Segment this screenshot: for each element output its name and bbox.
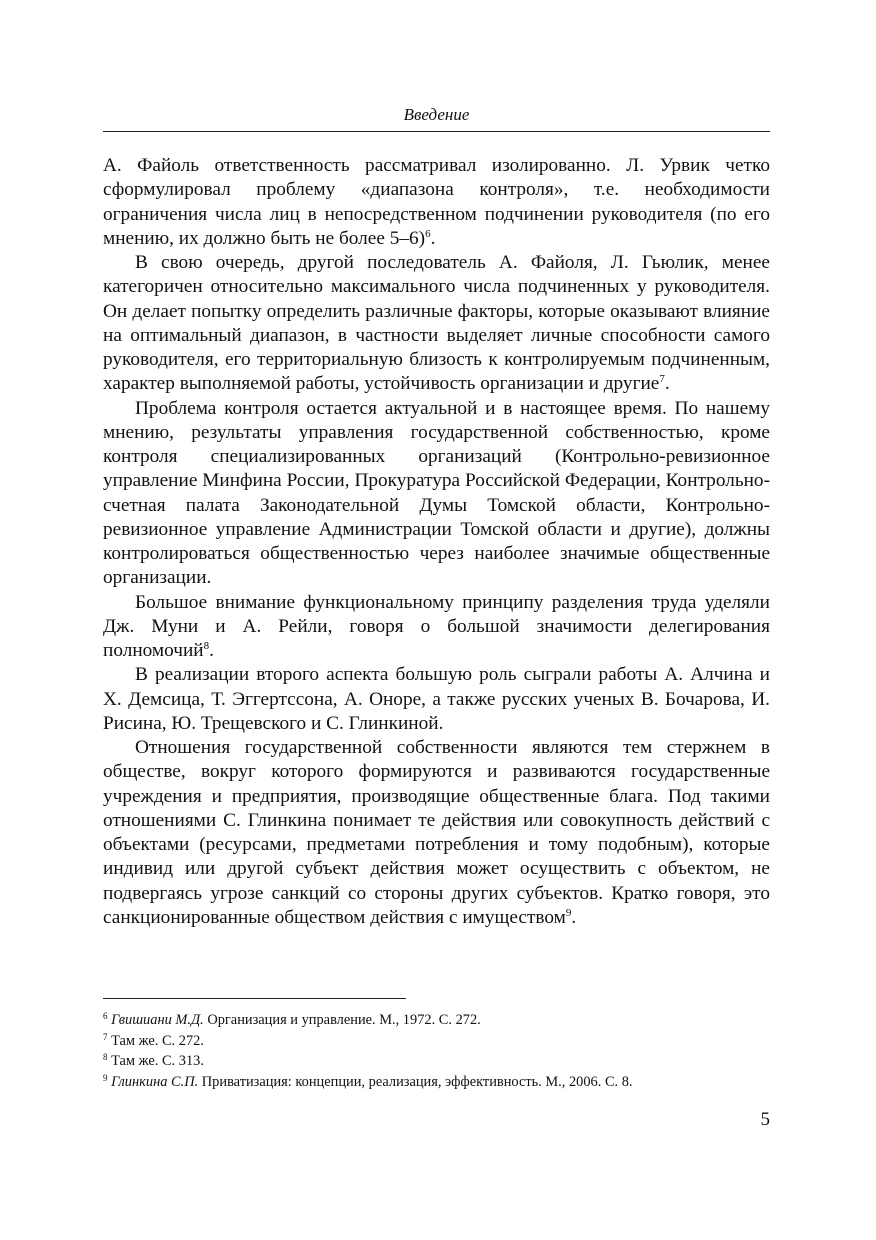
footnote-author: Глинкина С.П.	[111, 1073, 199, 1090]
paragraph-3-text: Проблема контроля остается актуальной и в настоящее время. По нашему мнению, результаты управления государственной собственностью, кроме контроля специализированных организаций (Контрольно-ревизионное управление Минфина России, Прокуратура Российской Федерации, Контрольно-счетная палата Законодательной Думы Томской области, Контрольно-ревизионное управление Администрации Томской области и другие), должны контролироваться общественностью через наиболее значимые общественные организации.	[103, 397, 770, 589]
footnote-ref-7[interactable]: 7	[659, 373, 665, 386]
paragraph-4-end: .	[209, 640, 214, 661]
paragraph-3	[103, 397, 770, 591]
paragraph-4	[103, 591, 770, 664]
footnote-ref-6[interactable]: 6	[425, 227, 431, 240]
paragraph-6	[103, 736, 770, 930]
paragraph-1-end: .	[430, 227, 436, 249]
main-text	[103, 154, 770, 930]
paragraph-2-text: В свою очередь, другой последователь А. Файоля, Л. Гьюлик, менее категоричен относительно максимального числа подчиненных у руководителя. Он делает попытку определить различные факторы, которые оказывают влияние на оптимальный диапазон, в частности выделяет личные способности самого руководителя, его территориальную близость к контролируемым подчиненным, характер выполняемой работы, устойчивость организации и другие	[103, 252, 770, 395]
footnote-ref-9[interactable]: 9	[565, 906, 572, 919]
footnote-9	[103, 1072, 770, 1093]
paragraph-4-text: Большое внимание функциональному принципу разделения труда уделяли Дж. Муни и А. Рейли, говоря о большой значимости делегирования полномочий	[103, 591, 770, 661]
footnotes	[103, 1010, 770, 1092]
footnote-number: 8	[103, 1052, 108, 1062]
footnote-author: Гвишиани М.Д.	[111, 1012, 204, 1028]
page-number: 5	[760, 1109, 770, 1130]
footnote-number: 6	[103, 1011, 108, 1021]
footnote-text: Организация и управление. М., 1972. С. 272.	[203, 1012, 481, 1028]
footnote-ref-8[interactable]: 8	[203, 640, 210, 652]
paragraph-6-text: Отношения государственной собственности являются тем стержнем в обществе, вокруг которого формируются и развиваются государственные учреждения и предприятия, производящие общественные блага. Под такими отношениями С. Глинкина понимает те действия или совокупность действий с объектами (ресурсами, предметами потребления и тому подобным), которые индивид или другой субъект действия может осуществить с объектом, не подвергаясь угрозе санкций со стороны других субъектов. Кратко говоря, это санкционированные обществом действия с имуществом	[103, 737, 770, 928]
footnote-8	[103, 1051, 770, 1072]
footnote-number: 7	[103, 1031, 108, 1042]
paragraph-2-end: .	[664, 373, 670, 395]
paragraph-2	[103, 251, 770, 397]
footnote-6	[103, 1010, 770, 1031]
footnote-text: Там же. С. 313.	[107, 1053, 204, 1069]
footnote-text: Там же. С. 272.	[107, 1032, 204, 1049]
paragraph-1	[103, 154, 770, 251]
footnote-number: 9	[103, 1072, 108, 1083]
header-rule	[103, 131, 770, 132]
paragraph-5	[103, 663, 770, 736]
footnote-separator	[103, 998, 406, 999]
footnote-7	[103, 1031, 770, 1052]
running-head: Введение	[403, 105, 470, 124]
paragraph-5-text: В реализации второго аспекта большую роль сыграли работы А. Алчина и Х. Демсица, Т. Эггертссона, А. Оноре, а также русских ученых В. Бочарова, И. Рисина, Ю. Трещевского и С. Глинкиной.	[103, 664, 770, 734]
paragraph-1-text: А. Файоль ответственность рассматривал изолированно. Л. Урвик четко сформулировал проблему «диапазона контроля», т.е. необходимости ограничения числа лиц в непосредственном подчинении руководителя (по его мнению, их должно быть не более 5–6)	[103, 155, 770, 249]
paragraph-6-end: .	[571, 906, 577, 928]
footnote-text: Приватизация: концепции, реализация, эффективность. М., 2006. С. 8.	[198, 1073, 633, 1090]
